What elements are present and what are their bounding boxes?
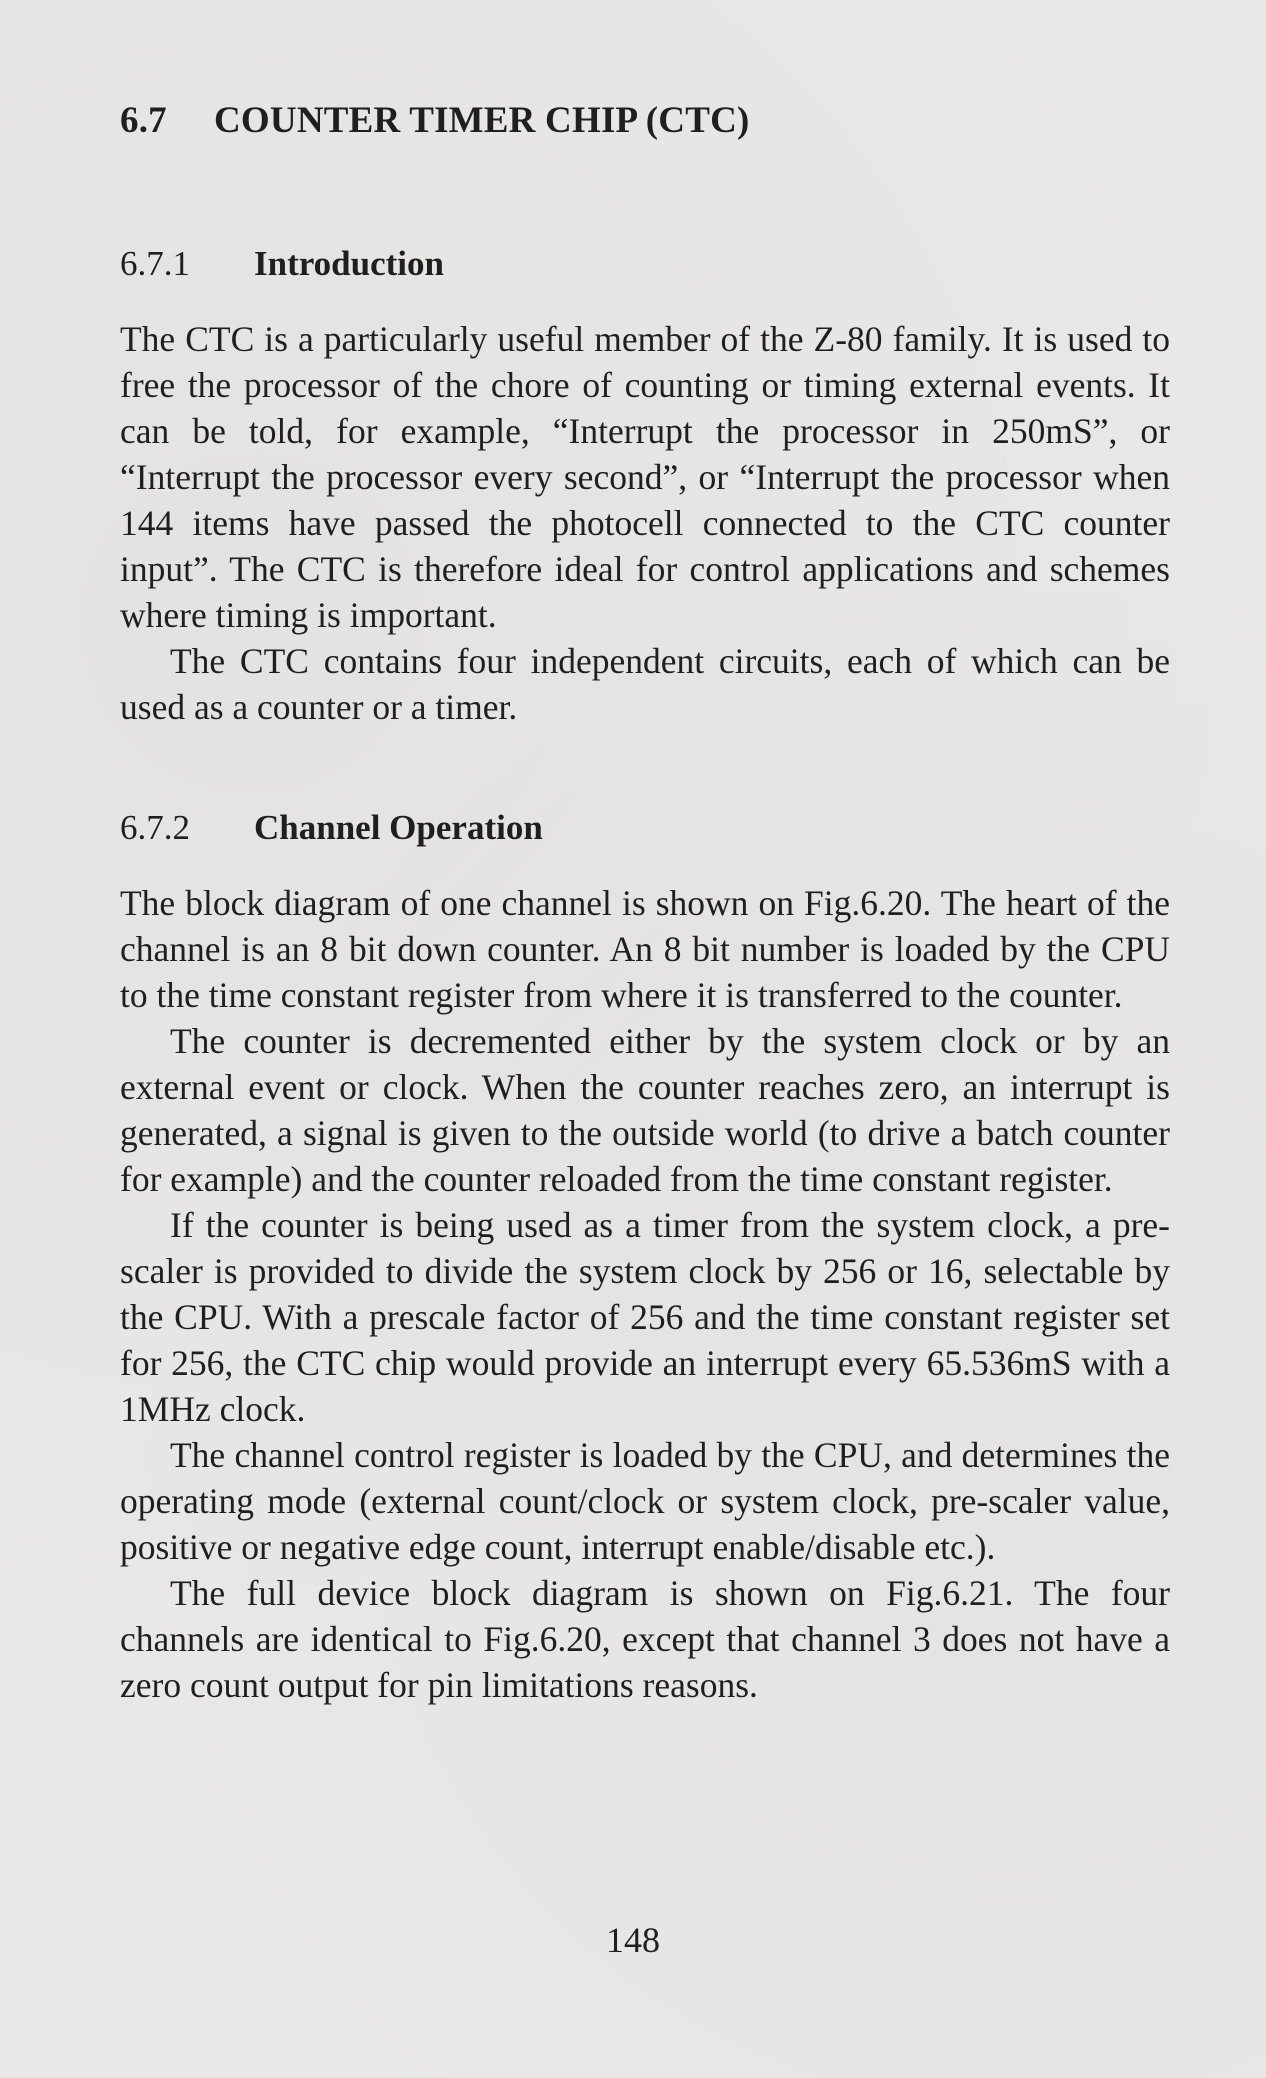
paragraph: The block diagram of one channel is shown on Fig.6.20. The heart of the channel is an 8 bit down counter. An 8 bit number is loaded by the CPU to the time constant register from where it is transferred to the counter. — [120, 883, 1170, 1015]
section-title: COUNTER TIMER CHIP (CTC) — [214, 100, 750, 141]
subsection-title: Channel Operation — [254, 808, 543, 847]
section-number: 6.7 — [120, 100, 167, 141]
subsection-heading-introduction — [120, 246, 1170, 281]
page-number: 148 — [606, 1920, 660, 1960]
paragraph: If the counter is being used as a timer from the system clock, a pre-scaler is provided to divide the system clock by 256 or 16, selectable by the CPU. With a prescale factor of 256 and the time constant register set for 256, the CTC chip would provide an interrupt every 65.536mS with a 1MHz clock. — [120, 1205, 1170, 1429]
paragraph: The CTC is a particularly useful member of the Z-80 family. It is used to free the processor of the chore of counting or timing external events. It can be told, for example, “Interrupt the processor in 250mS”, or “Interrupt the processor every second”, or “Interrupt the processor when 144 items have passed the photocell connected to the CTC counter input”. The CTC is therefore ideal for control applications and schemes where timing is important. — [120, 319, 1170, 635]
subsection-number: 6.7.2 — [120, 808, 190, 847]
subsection-heading-channel-operation — [120, 810, 1170, 845]
section-heading — [120, 102, 1170, 139]
paragraph: The CTC contains four independent circuits, each of which can be used as a counter or a timer. — [120, 641, 1170, 727]
subsection-title: Introduction — [254, 244, 444, 283]
introduction-body — [120, 316, 1170, 730]
subsection-number: 6.7.1 — [120, 244, 190, 283]
paragraph: The counter is decremented either by the system clock or by an external event or clock. When the counter reaches zero, an interrupt is generated, a signal is given to the outside world (to drive a batch counter for example) and the counter reloaded from the time constant register. — [120, 1021, 1170, 1199]
page-content — [120, 102, 1170, 1708]
paragraph: The channel control register is loaded by the CPU, and determines the operating mode (external count/clock or system clock, pre-scaler value, positive or negative edge count, interrupt enable/disable etc.). — [120, 1435, 1170, 1567]
channel-operation-body — [120, 880, 1170, 1708]
paragraph: The full device block diagram is shown on Fig.6.21. The four channels are identical to Fig.6.20, except that channel 3 does not have a zero count output for pin limitations reasons. — [120, 1573, 1170, 1705]
